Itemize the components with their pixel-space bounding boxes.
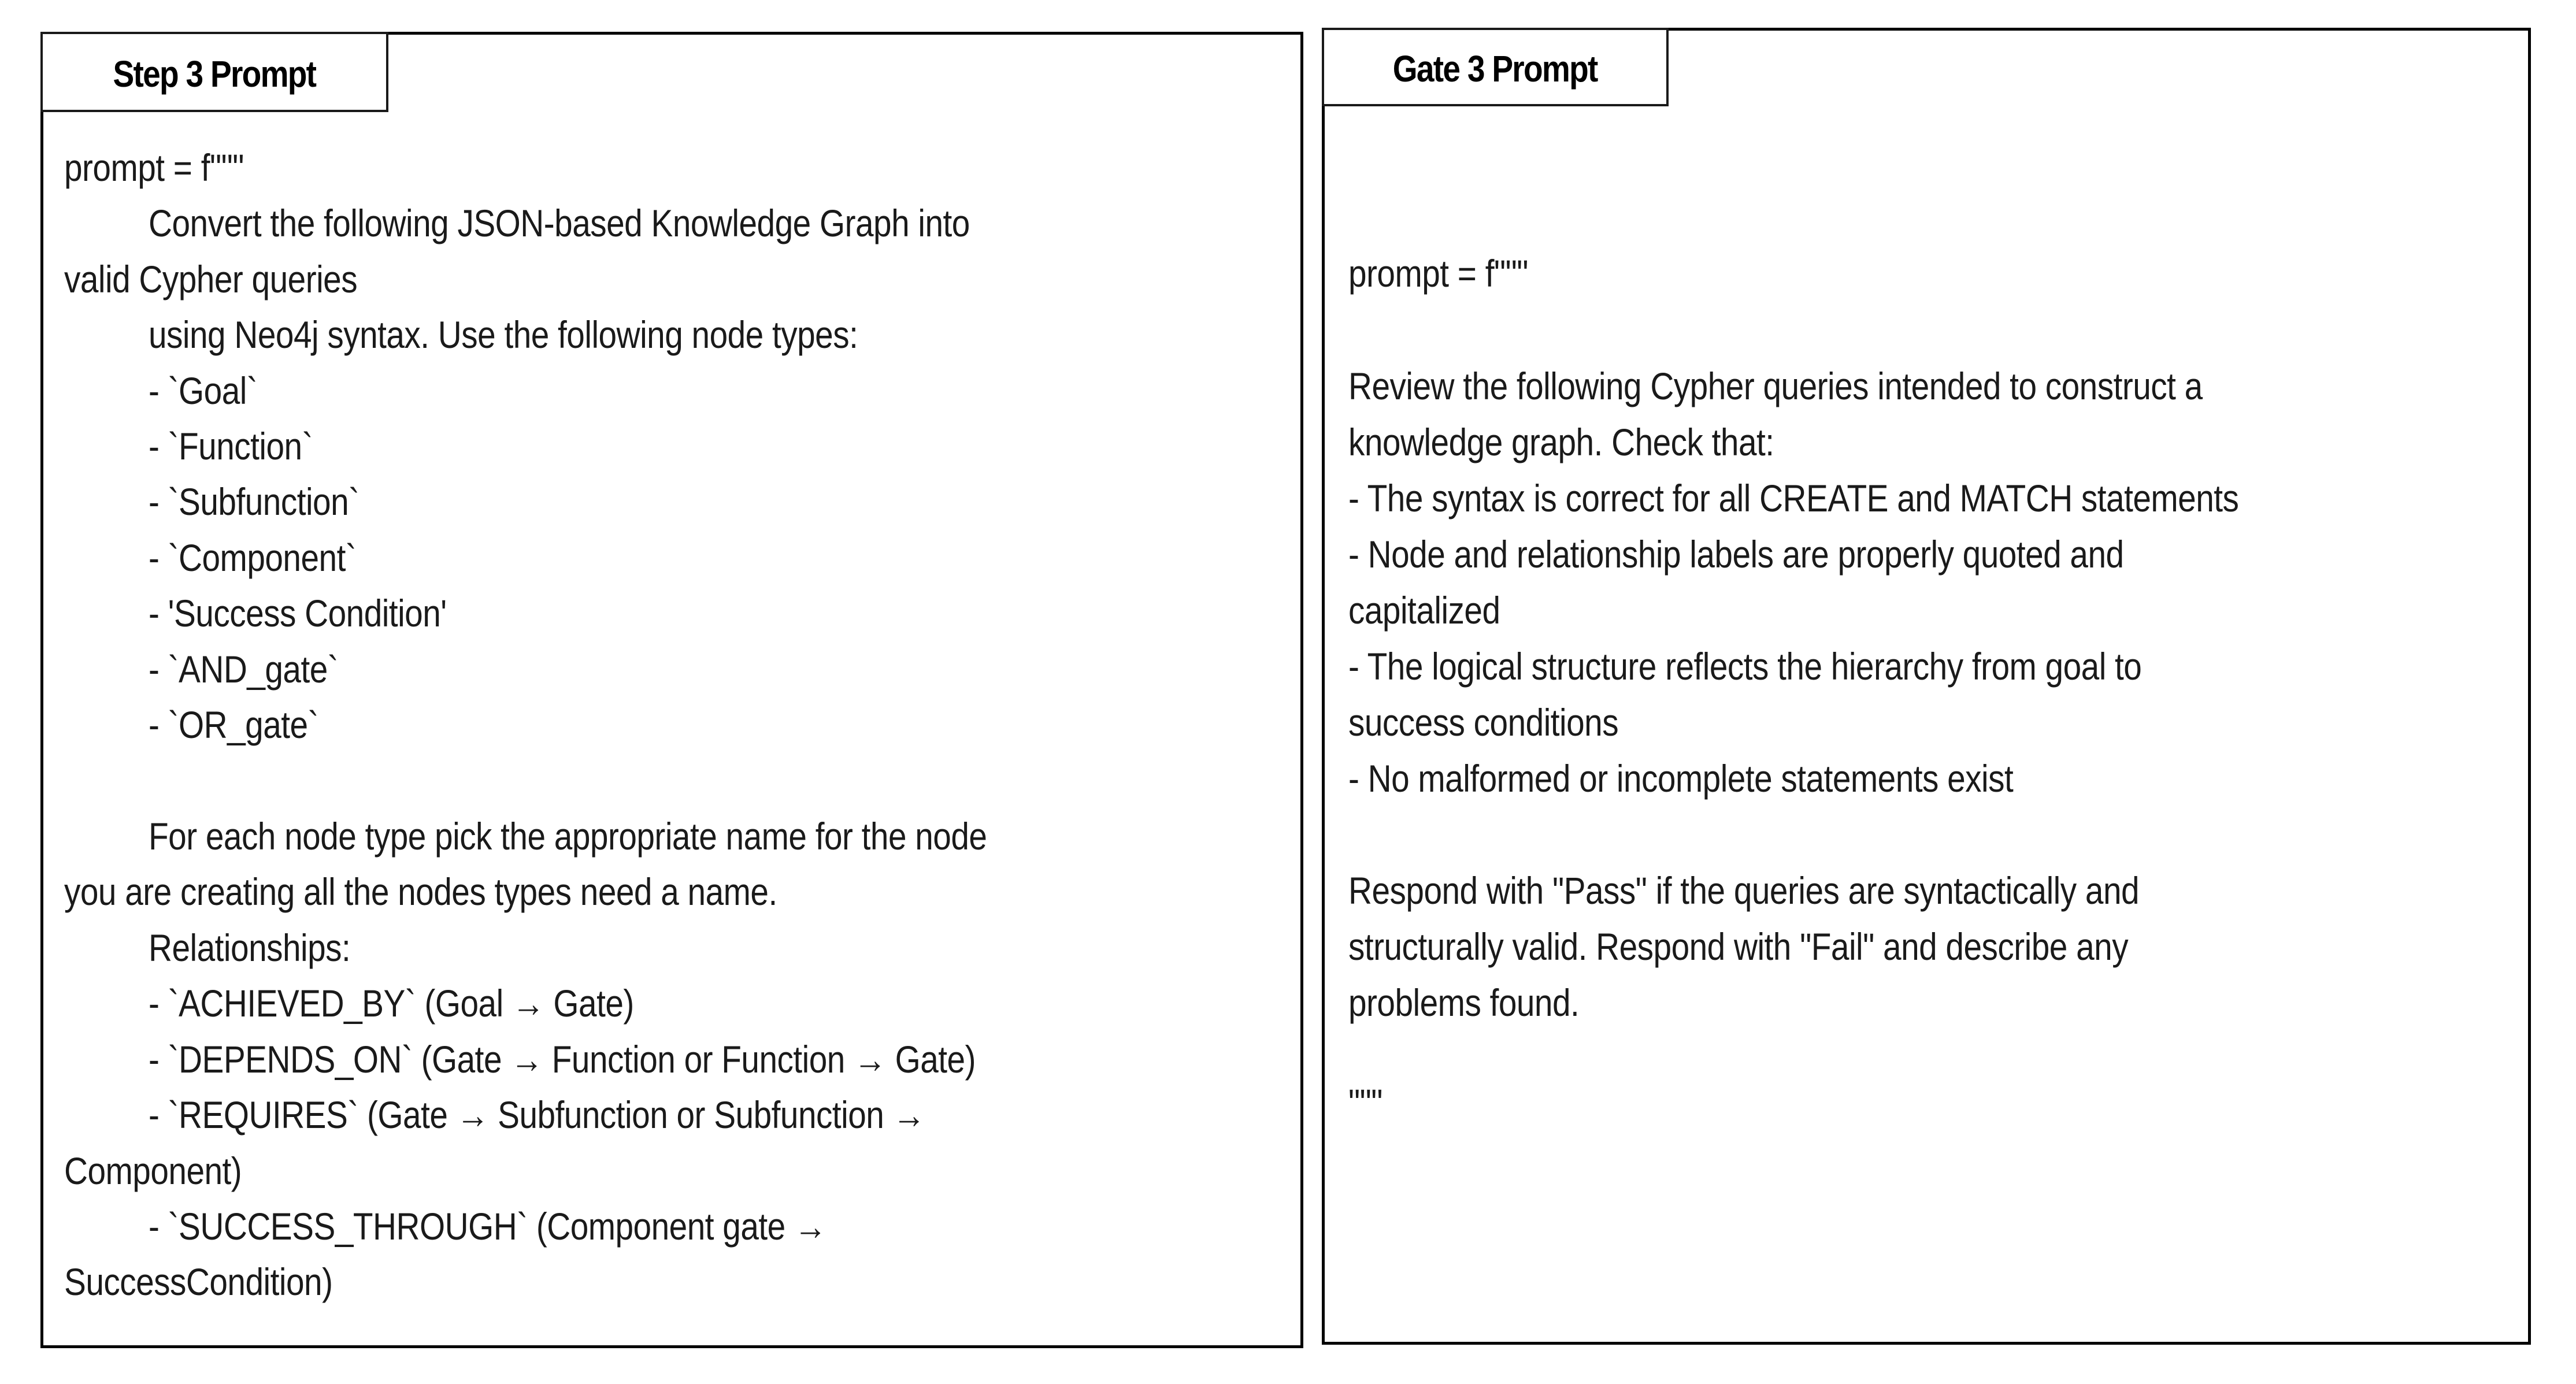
check-item: - The logical structure reflects the hierarchy from goal to	[1348, 645, 2142, 688]
node-type-item: - `OR_gate`	[149, 703, 318, 746]
gate-3-prompt-panel	[1322, 28, 2531, 1345]
panel-title: Step 3 Prompt	[113, 53, 316, 95]
closing-quotes: """	[1348, 1081, 1382, 1124]
check-item: - Node and relationship labels are properly quoted and	[1348, 533, 2124, 576]
prompt-line: knowledge graph. Check that:	[1348, 421, 1774, 463]
prompt-text-block	[1325, 31, 2528, 1342]
node-type-item: - `Goal`	[149, 369, 258, 412]
prompt-line: structurally valid. Respond with "Fail" and describe any	[1348, 925, 2129, 968]
relationship-item: - `ACHIEVED_BY` (Goal → Gate)	[149, 982, 634, 1025]
prompt-line: Review the following Cypher queries intended to construct a	[1348, 365, 2203, 407]
panel-title: Gate 3 Prompt	[1393, 48, 1598, 90]
relationship-item-continued: SuccessCondition)	[64, 1260, 333, 1303]
node-type-item: - 'Success Condition'	[149, 592, 447, 635]
prompt-line: For each node type pick the appropriate name for the node	[149, 815, 987, 858]
relationship-item: - `SUCCESS_THROUGH` (Component gate →	[149, 1205, 827, 1248]
check-item: - The syntax is correct for all CREATE and MATCH statements	[1348, 477, 2239, 520]
prompt-line: problems found.	[1348, 981, 1580, 1024]
prompt-line: valid Cypher queries	[64, 258, 358, 300]
node-type-item: - `Subfunction`	[149, 480, 359, 523]
node-type-item: - `Component`	[149, 536, 357, 579]
node-type-item: - `AND_gate`	[149, 648, 339, 691]
prompt-line: you are creating all the nodes types need a name.	[64, 870, 777, 913]
node-type-item: - `Function`	[149, 425, 313, 467]
prompt-line: Convert the following JSON-based Knowledge Graph into	[149, 202, 970, 244]
step-3-prompt-panel	[40, 32, 1303, 1348]
check-item: - No malformed or incomplete statements exist	[1348, 757, 2014, 800]
relationship-item-continued: Component)	[64, 1149, 242, 1192]
prompt-line: using Neo4j syntax. Use the following node types:	[149, 313, 858, 356]
check-item-continued: capitalized	[1348, 589, 1500, 632]
check-item-continued: success conditions	[1348, 701, 1619, 744]
prompt-line: prompt = f"""	[1348, 252, 1528, 295]
relationships-heading: Relationships:	[149, 926, 351, 969]
prompt-line: Respond with "Pass" if the queries are syntactically and	[1348, 869, 2140, 912]
relationship-item: - `REQUIRES` (Gate → Subfunction or Subfunction →	[149, 1093, 925, 1136]
prompt-text-block	[43, 35, 1300, 1345]
relationship-item: - `DEPENDS_ON` (Gate → Function or Function → Gate)	[149, 1038, 976, 1081]
prompt-line: prompt = f"""	[64, 146, 244, 189]
